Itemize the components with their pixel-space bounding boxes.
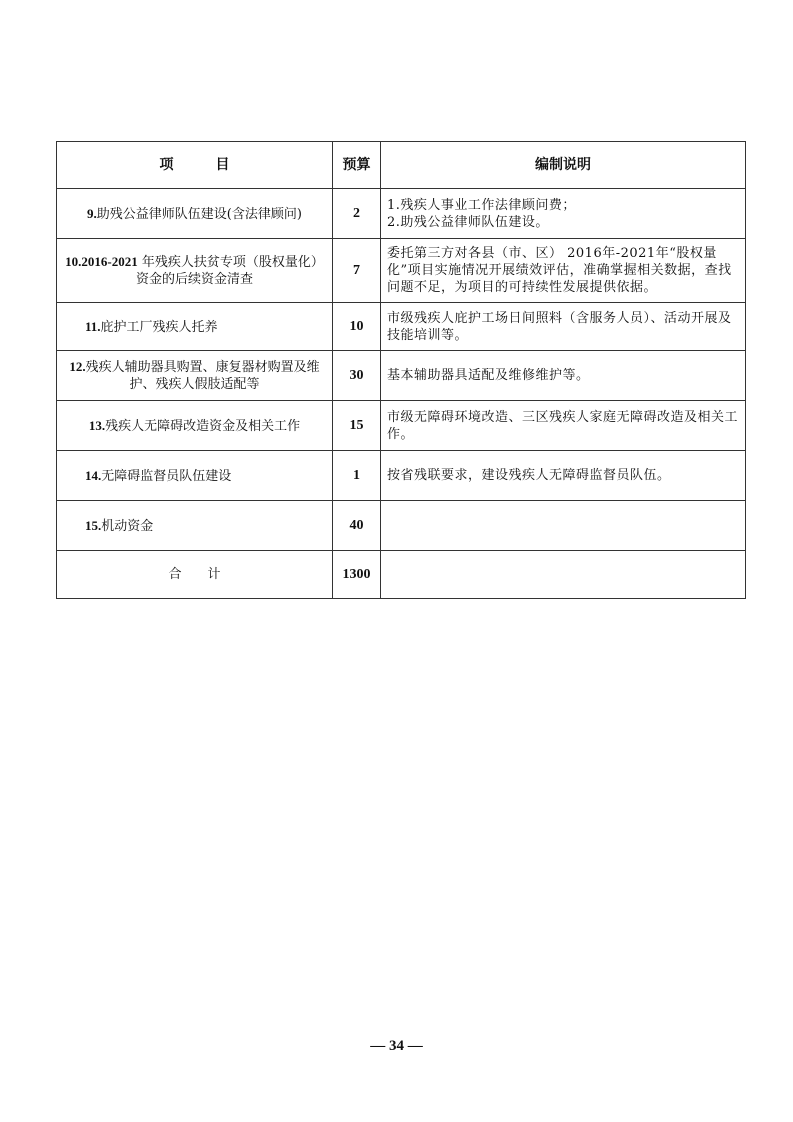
table-row	[57, 501, 746, 551]
header-desc: 编制说明	[381, 142, 746, 189]
item-cell: 13.残疾人无障碍改造资金及相关工作	[57, 401, 333, 451]
table-row	[57, 303, 746, 351]
item-cell: 12.残疾人辅助器具购置、康复器材购置及维护、残疾人假肢适配等	[57, 351, 333, 401]
item-cell: 14.无障碍监督员队伍建设	[57, 451, 333, 501]
desc-cell: 市级残疾人庇护工场日间照料（含服务人员）、活动开展及技能培训等。	[381, 303, 746, 351]
budget-cell: 40	[333, 501, 381, 551]
total-budget: 1300	[333, 551, 381, 599]
item-cell: 15.机动资金	[57, 501, 333, 551]
budget-cell: 2	[333, 189, 381, 239]
total-label: 合 计	[57, 551, 333, 599]
page-number: — 34 —	[370, 1038, 423, 1054]
item-cell: 9.助残公益律师队伍建设(含法律顾问)	[57, 189, 333, 239]
budget-cell: 10	[333, 303, 381, 351]
header-item: 项 目	[57, 142, 333, 189]
total-row	[57, 551, 746, 599]
budget-cell: 7	[333, 239, 381, 303]
budget-table	[56, 141, 746, 599]
table-header	[57, 142, 746, 189]
desc-cell	[381, 501, 746, 551]
desc-cell: 按省残联要求，建设残疾人无障碍监督员队伍。	[381, 451, 746, 501]
item-cell: 11.庇护工厂残疾人托养	[57, 303, 333, 351]
total-desc	[381, 551, 746, 599]
table-row	[57, 239, 746, 303]
budget-cell: 30	[333, 351, 381, 401]
table-row	[57, 351, 746, 401]
budget-cell: 15	[333, 401, 381, 451]
table-row	[57, 189, 746, 239]
desc-cell: 1.残疾人事业工作法律顾问费； 2.助残公益律师队伍建设。	[381, 189, 746, 239]
table-row	[57, 401, 746, 451]
table-row	[57, 451, 746, 501]
budget-cell: 1	[333, 451, 381, 501]
desc-cell: 委托第三方对各县（市、区） 2016年-2021年“股权量化”项目实施情况开展绩效评估，准确掌握相关数据，查找问题不足，为项目的可持续性发展提供依据。	[381, 239, 746, 303]
item-cell: 10.2016-2021 年残疾人扶贫专项（股权量化）资金的后续资金清查	[57, 239, 333, 303]
desc-cell: 基本辅助器具适配及维修维护等。	[381, 351, 746, 401]
desc-cell: 市级无障碍环境改造、三区残疾人家庭无障碍改造及相关工作。	[381, 401, 746, 451]
header-budget: 预算	[333, 142, 381, 189]
